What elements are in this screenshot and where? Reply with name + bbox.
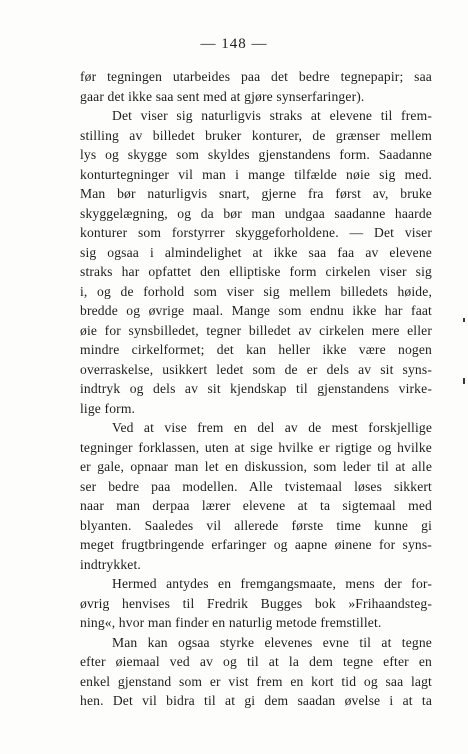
text-line: lys og skygge som skyldes gjenstandens form. Saadanne <box>80 147 432 162</box>
text-line: ning«, hvor man finder en naturlig metode fremstillet. <box>80 615 382 630</box>
text-line: konturtegninger vil man i mange tilfælde nøie sig med. <box>80 166 432 182</box>
text-line: indtrykket. <box>80 556 141 572</box>
text-line: indtryk og dels av sit kjendskap til gjenstandens virke- <box>80 381 432 396</box>
text-line: Det viser sig naturligvis straks at elevene til frem- <box>112 108 432 123</box>
text-line: Man bør naturligvis snart, gjerne fra først av, bruke <box>80 186 432 201</box>
text-line: før tegningen utarbeides paa det bedre tegnepapir; saa <box>80 69 432 84</box>
text-line: straks har opfattet den elliptiske form cirkelen viser sig <box>80 264 432 279</box>
text-line: mindre cirkelformet; det kan heller ikke være nogen <box>80 342 432 357</box>
text-line: hen. Det vil bidra til at gi dem saadan øvelse i at ta <box>80 693 432 708</box>
text-line: meget frugtbringende erfaringer og aapne øinene for syns- <box>80 537 432 552</box>
text-line: er gale, opnaar man let en diskussion, som leder til at alle <box>80 459 432 474</box>
text-line: efter øiemaal ved av og til at la dem tegne efter en <box>80 654 432 669</box>
text-line: øvrig henvises til Fredrik Bugges bok »Frihaandsteg- <box>80 595 432 611</box>
text-line: blyanten. Saaledes vil allerede første time kunne gi <box>80 517 432 533</box>
text-line: sig ogsaa i almindelighet at ikke saa faa av elevene <box>80 244 432 260</box>
body-text <box>80 67 432 711</box>
text-line: ser bedre paa modellen. Alle tvistemaal løses sikkert <box>80 478 432 494</box>
text-line: bredde og øvrige maal. Mange som endnu ikke har faat <box>80 303 432 318</box>
text-line: gaar det ikke saa sent med at gjøre synserfaringer). <box>80 88 365 104</box>
text-line: tegninger forklassen, uten at sige hvilke er rigtige og hvilke <box>80 439 432 455</box>
text-line: øie for synsbilledet, tegner billedet av cirkelen mere eller <box>80 322 432 338</box>
text-line: stilling av billedet bruker konturer, de grænser mellem <box>80 127 432 143</box>
text-line: i, og de forhold som viser sig mellem billedets høide, <box>80 283 432 299</box>
text-line: lige form. <box>80 400 136 416</box>
page-edge-mark <box>463 318 465 322</box>
page-edge-mark <box>463 378 465 384</box>
text-line: skyggelægning, og da bør man undgaa saadanne haarde <box>80 205 432 221</box>
text-line: Man kan ogsaa styrke elevenes evne til at tegne <box>112 634 432 650</box>
text-line: overraskelse, usikkert ledet som de er dels av sit syns- <box>80 361 432 377</box>
text-line: enkel gjenstand som er vist frem en kort tid og saa lagt <box>80 673 432 689</box>
text-line: konturer som forstyrrer skyggeforholdene. — Det viser <box>80 225 432 240</box>
text-line: naar man derpaa lærer elevene at ta sigtemaal med <box>80 498 432 513</box>
page-number: — 148 — <box>200 36 268 52</box>
text-line: Hermed antydes en fremgangsmaate, mens der for- <box>112 576 432 591</box>
text-line: Ved at vise frem en del av de mest forskjellige <box>112 420 432 435</box>
